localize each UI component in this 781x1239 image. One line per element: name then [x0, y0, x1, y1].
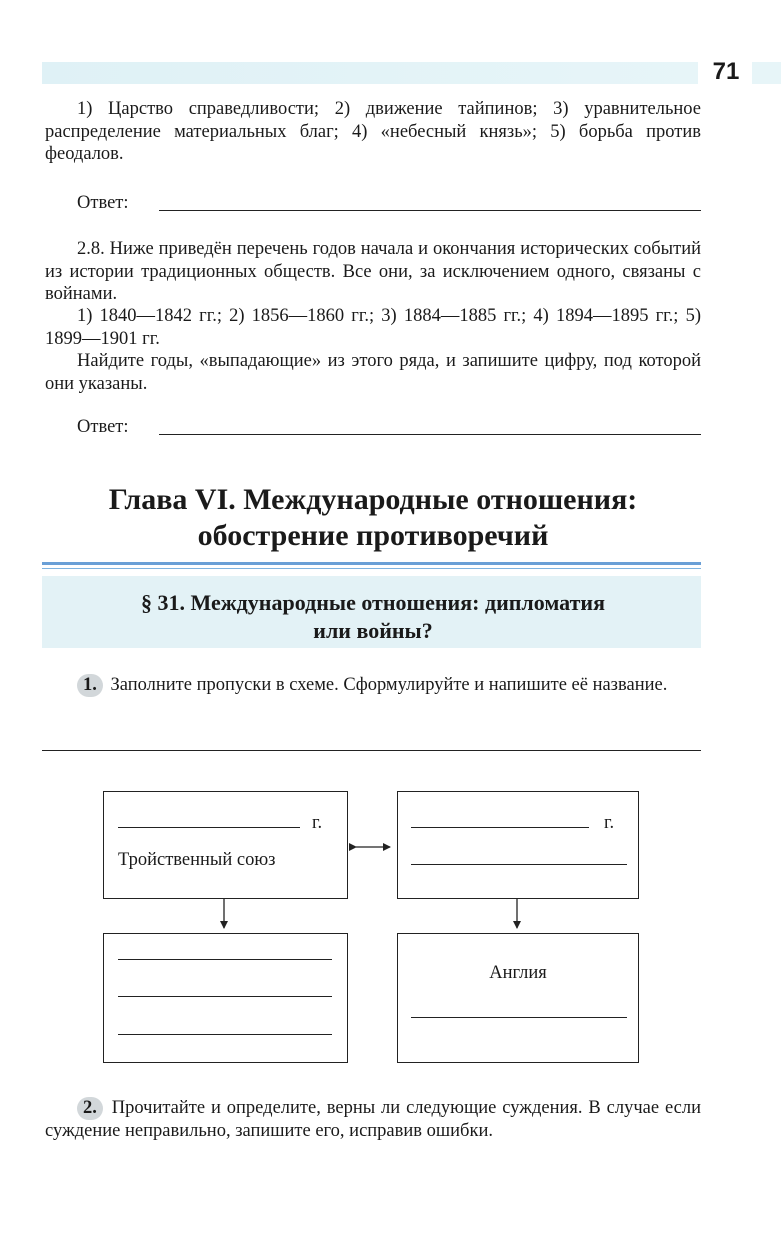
- chapter-title-line-2: обострение противоречий: [197, 519, 549, 552]
- member-input-line[interactable]: [118, 1034, 332, 1035]
- task-2-7-options: 1) Царство справедливости; 2) движение тайпинов; 3) уравнительное распределение материальных благ; 4) «небесный князь»; 5) борьба против феодалов.: [45, 99, 701, 164]
- chapter-title-line-1: Глава VI. Международные отношения:: [108, 483, 638, 516]
- box-label: Тройственный союз: [118, 850, 276, 870]
- member-input-line[interactable]: [411, 1017, 627, 1018]
- member-input-line[interactable]: [118, 959, 332, 960]
- year-suffix: г.: [312, 813, 323, 833]
- box-entente-members: [397, 933, 639, 1063]
- task-2-8-options: 1) 1840—1842 гг.; 2) 1856—1860 гг.; 3) 1884—1885 гг.; 4) 1894—1895 гг.; 5) 1899—1901 гг.: [45, 306, 701, 349]
- exercise-2: [45, 1097, 701, 1142]
- member-input-line[interactable]: [118, 996, 332, 997]
- answer-label: Ответ:: [77, 417, 129, 437]
- section-title-line-1: § 31. Международные отношения: дипломатия: [140, 590, 605, 615]
- section-title-line-2: или войны?: [313, 618, 433, 643]
- box-alliance-members: [103, 933, 348, 1063]
- box-label: Англия: [489, 963, 547, 983]
- exercise-text: Прочитайте и определите, верны ли следующие суждения. В случае если суждение неправильно, запишите его, исправив ошибки.: [45, 1098, 702, 1141]
- exercise-number: 1.: [77, 674, 103, 697]
- task-2-8-intro: 2.8. Ниже приведён перечень годов начала и окончания исторических событий из истории традиционных обществ. Все они, за исключением одного, связаны с войнами.: [45, 239, 701, 304]
- page-number: 71: [712, 58, 740, 85]
- exercise-number: 2.: [77, 1097, 103, 1120]
- answer-label: Ответ:: [77, 193, 129, 213]
- exercise-text: Заполните пропуски в схеме. Сформулируйте и напишите её название.: [110, 675, 668, 695]
- task-2-8-question: Найдите годы, «выпадающие» из этого ряда, и запишите цифру, под которой они указаны.: [45, 351, 701, 394]
- year-suffix: г.: [604, 813, 615, 833]
